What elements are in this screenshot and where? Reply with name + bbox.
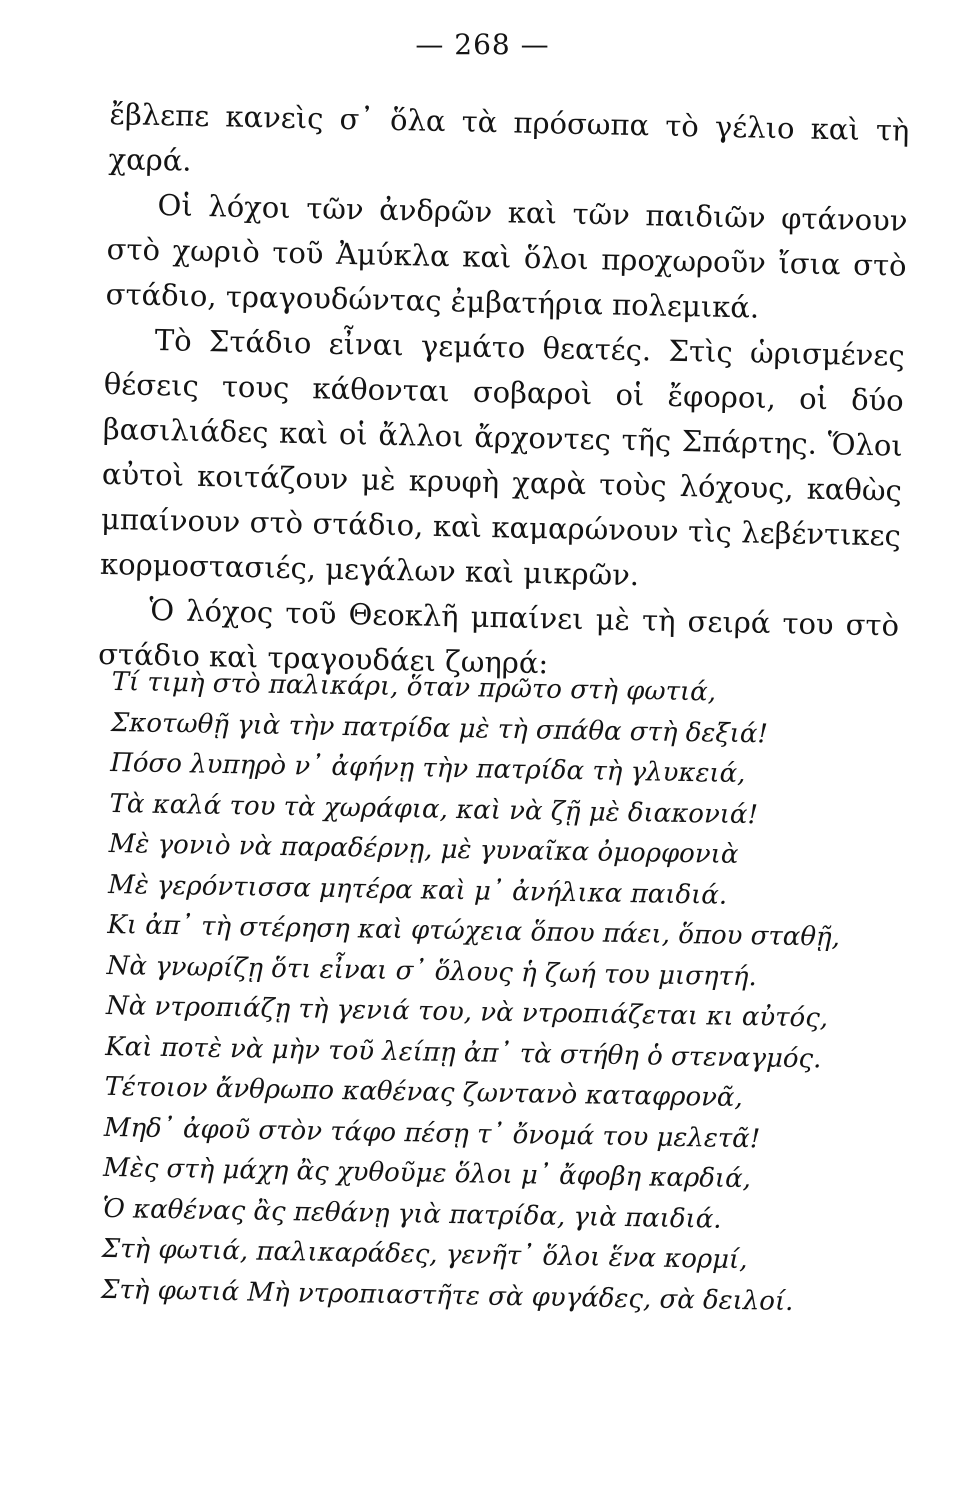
- verse-line: Στὴ φωτιά, παλικαράδες, γενῆτ᾽ ὅλοι ἕνα κορμί,: [101, 1233, 748, 1276]
- verse-line: Νὰ γνωρίζῃ ὅτι εἶναι σ᾽ ὅλους ἡ ζωή του μισητή.: [106, 950, 758, 992]
- verse-line: Τέτοιον ἄνθρωπο καθένας ζωντανὸ καταφρονᾶ,: [104, 1071, 743, 1114]
- verse-line: Ὁ καθένας ἂς πεθάνῃ γιὰ πατρίδα, γιὰ παιδιά.: [102, 1193, 722, 1235]
- paragraph: ἔβλεπε κανεὶς σ᾽ ὅλα τὰ πρόσωπα τὸ γέλιο καὶ τὴ χαρά.: [108, 96, 910, 178]
- verse-line: Μὲ γονιὸ νὰ παραδέρνῃ, μὲ γυναῖκα ὀμορφονιὰ: [108, 828, 739, 870]
- verse-line: Κι ἀπ᾽ τὴ στέρηση καὶ φτώχεια ὅπου πάει, ὅπου σταθῇ,: [107, 909, 841, 953]
- verse-line: Καὶ ποτὲ νὰ μὴν τοῦ λείπῃ ἀπ᾽ τὰ στήθη ὁ στεναγμός.: [105, 1031, 822, 1074]
- prose-block: [98, 92, 910, 694]
- song-verses: [101, 662, 892, 1324]
- verse-line: Τί τιμὴ στὸ παλικάρι, ὅταν πρῶτο στὴ φωτιά,: [111, 666, 717, 708]
- verse-line: Μὲς στὴ μάχη ἂς χυθοῦμε ὅλοι μ᾽ ἄφοβη καρδιά,: [102, 1152, 752, 1195]
- paragraph: Ὁ λόχος τοῦ Θεοκλῆ μπαίνει μὲ τὴ σειρά του στὸ στάδιο καὶ τραγουδάει ζωηρά:: [97, 592, 900, 681]
- verse-line: Νὰ ντροπιάζῃ τὴ γενιά του, νὰ ντροπιάζεται κι αὐτός,: [105, 990, 829, 1034]
- paragraph: Τὸ Στάδιο εἶναι γεμάτο θεατές. Στὶς ὡρισμένες θέσεις τους κάθονται σοβαροὶ οἱ ἔφοροι, οἱ δύο βασιλιάδες καὶ οἱ ἄλλοι ἄρχοντες τῆς Σπάρτης. Ὅλοι αὐτοὶ κοιτάζουν μὲ κρυφὴ χαρὰ τοὺς λόχους, καθὼς μπαίνουν στὸ στάδιο, καὶ καμαρώνουν τὶς λεβέντικες κορμοστασιές, μεγάλων καὶ μικρῶν.: [99, 322, 906, 593]
- paragraph: Οἱ λόχοι τῶν ἀνδρῶν καὶ τῶν παιδιῶν φτάνουν στὸ χωριὸ τοῦ Ἀμύκλα καὶ ὅλοι προχωροῦν ἴσια στὸ στάδιο, τραγουδώντας ἐμβατήρια πολεμικά.: [105, 188, 908, 325]
- page-number: — 268 —: [415, 28, 550, 61]
- verse-line: Πόσο λυπηρὸ ν᾽ ἀφήνῃ τὴν πατρίδα τὴ γλυκειά,: [109, 747, 746, 790]
- verse-line: Σκοτωθῇ γιὰ τὴν πατρίδα μὲ τὴ σπάθα στὴ δεξιά!: [110, 707, 769, 749]
- verse-line: Στὴ φωτιά Μὴ ντροπιαστῆτε σὰ φυγάδες, σὰ δειλοί.: [100, 1274, 794, 1317]
- verse-line: Τὰ καλά του τὰ χωράφια, καὶ νὰ ζῇ μὲ διακονιά!: [109, 788, 759, 830]
- verse-line: Μηδ᾽ ἀφοῦ στὸν τάφο πέσῃ τ᾽ ὄνομά του μελετᾶ!: [103, 1112, 761, 1154]
- verse-line: Μὲ γερόντισσα μητέρα καὶ μ᾽ ἀνήλικα παιδιά.: [107, 869, 728, 911]
